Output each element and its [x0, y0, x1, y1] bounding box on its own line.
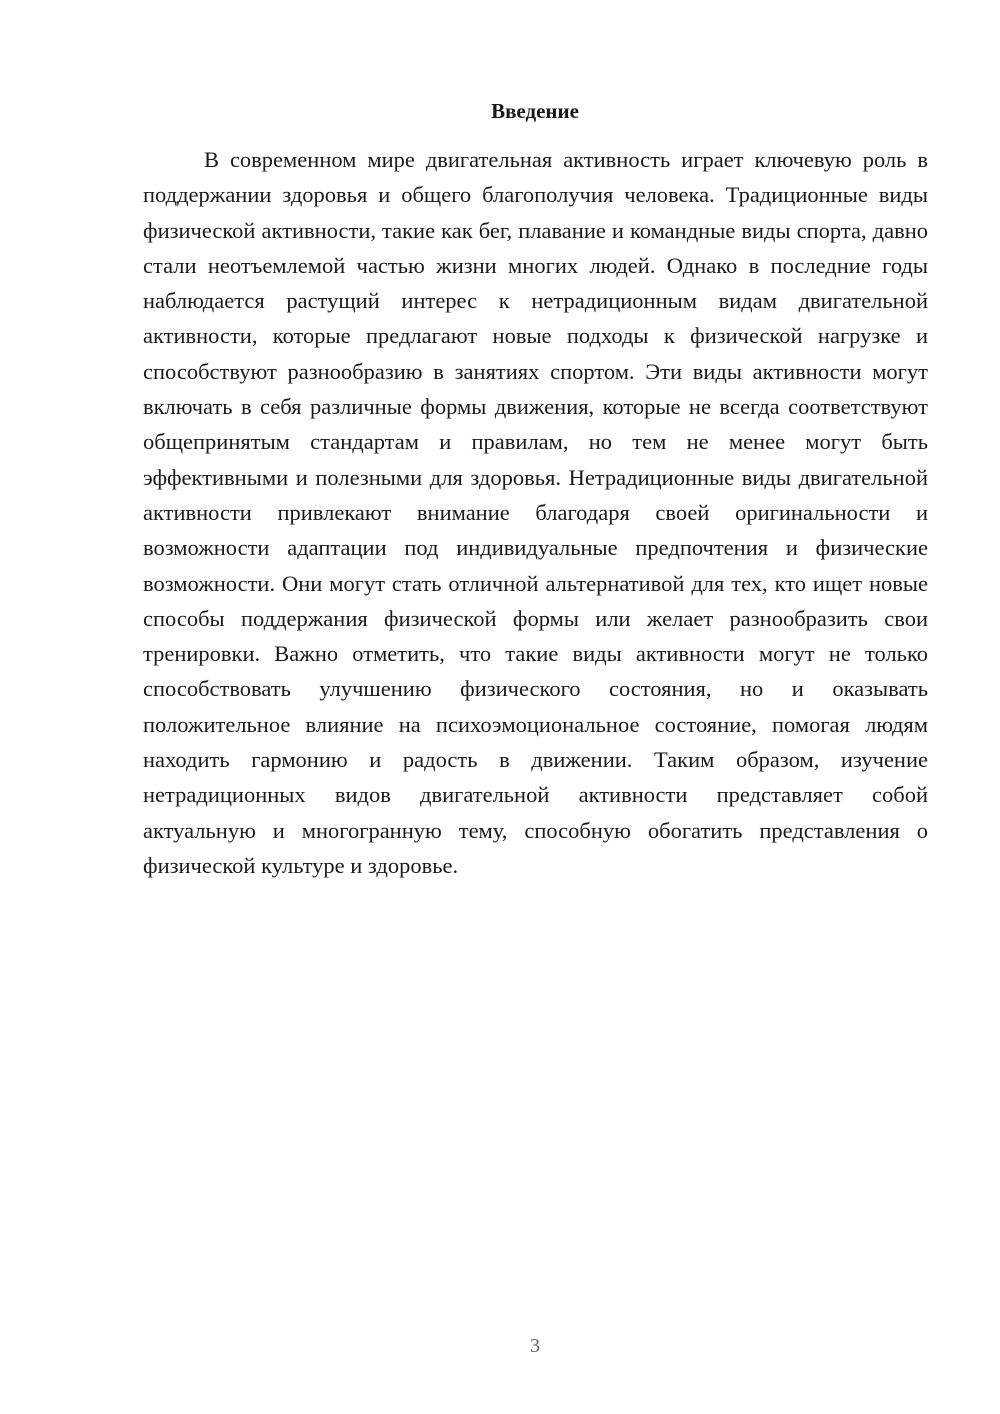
- section-heading: Введение: [491, 99, 579, 123]
- page-number: 3: [530, 1335, 540, 1357]
- body-paragraph: В современном мире двигательная активность играет ключевую роль в поддержании здоровья и общего благополучия человека. Традиционные виды физической активности, такие как бег, плавание и командные виды спорта, давно стали неотъемлемой частью жизни многих людей. Однако в последние годы наблюдается растущий интерес к нетрадиционным видам двигательной активности, которые предлагают новые подходы к физической нагрузке и способствуют разнообразию в занятиях спортом. Эти виды активности могут включать в себя различные формы движения, которые не всегда соответствуют общепринятым стандартам и правилам, но тем не менее могут быть эффективными и полезными для здоровья. Нетрадиционные виды двигательной активности привлекают внимание благодаря своей оригинальности и возможности адаптации под индивидуальные предпочтения и физические возможности. Они могут стать отличной альтернативой для тех, кто ищет новые способы поддержания физической формы или желает разнообразить свои тренировки. Важно отметить, что такие виды активности могут не только способствовать улучшению физического состояния, но и оказывать положительное влияние на психоэмоциональное состояние, помогая людям находить гармонию и радость в движении. Таким образом, изучение нетрадиционных видов двигательной активности представляет собой актуальную и многогранную тему, способную обогатить представления о физической культуре и здоровье.: [143, 147, 928, 878]
